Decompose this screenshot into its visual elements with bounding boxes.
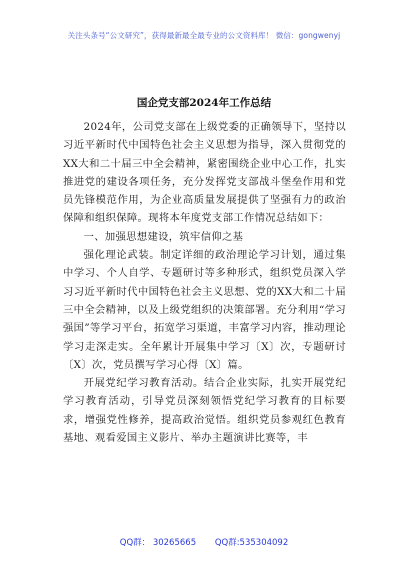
document-title: 国企党支部2024年工作总结 xyxy=(136,97,272,109)
section-heading-1: 一、加强思想建设，筑牢信仰之基 xyxy=(83,230,244,243)
footer-qq-2: QQ群:535304092 xyxy=(214,538,289,548)
paragraph-theory: 强化理论武装。制定详细的政治理论学习计划，通过集中学习、个人自学、专题研讨等多种形式，组织党员深入学习习近平新时代中国特色社会主义思想、党的XX大和二十届三中全会精神，以及上级党组织的决策部署。充分利用“学习强国”等学习平台，拓宽学习渠道，丰富学习内容，推动理论学习走深走实。全年累计开展集中学习〔X〕次，专题研讨〔X〕次，党员撰写学习心得〔X〕篇。 xyxy=(63,249,346,371)
document-body xyxy=(63,118,346,447)
paragraph-intro: 2024年，公司党支部在上级党委的正确领导下，坚持以习近平新时代中国特色社会主义思想为指导，深入贯彻党的XX大和二十届三中全会精神，紧密围绕企业中心工作，扎实推进党的建设各项任务，充分发挥党支部战斗堡垒作用和党员先锋模范作用，为企业高质量发展提供了坚强有力的政治保障和组织保障。现将本年度党支部工作情况总结如下： xyxy=(63,121,346,225)
footer-qq-1: QQ群： 30265665 xyxy=(119,538,197,548)
footer-contact xyxy=(0,536,408,548)
paragraph-discipline: 开展党纪学习教育活动。结合企业实际，扎实开展党纪学习教育活动，引导党员深刻领悟党纪学习教育的目标要求，增强党性修养，提高政治觉悟。组织党员参观红色教育基地、观看爱国主义影片、举办主题演讲比赛等，丰 xyxy=(63,377,346,445)
promo-banner: 关注头条号“公文研究”，获得最新最全最专业的公文资料库！ 微信：gongwenyj xyxy=(67,31,341,40)
